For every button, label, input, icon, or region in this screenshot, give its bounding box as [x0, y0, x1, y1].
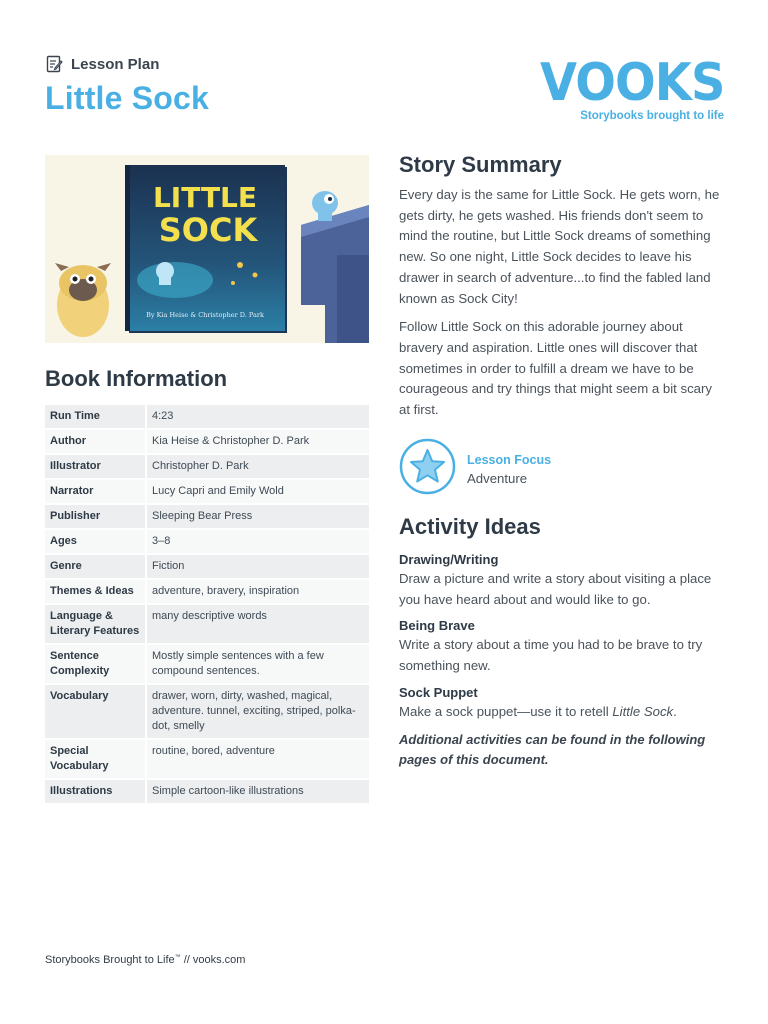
book-info-value: Lucy Capri and Emily Wold: [147, 480, 369, 503]
book-info-row: [45, 555, 369, 578]
cover-title-line1: LITTLE: [152, 181, 258, 214]
document-edit-icon: [46, 55, 63, 73]
page-title: Little Sock: [45, 80, 210, 116]
activity-description: Draw a picture and write a story about visiting a place you have heard about and would like to go.: [399, 571, 712, 607]
book-info-value: many descriptive words: [147, 605, 369, 643]
book-information-heading: Book Information: [45, 366, 228, 391]
lesson-plan-text: Lesson Plan: [71, 55, 160, 73]
book-info-label: Special Vocabulary: [45, 740, 147, 778]
book-info-row: [45, 780, 369, 803]
book-info-row: [45, 740, 369, 778]
book-info-label: Genre: [45, 555, 147, 578]
book-info-value: Simple cartoon-like illustrations: [147, 780, 369, 803]
book-info-row: [45, 430, 369, 453]
activity-title: Drawing/Writing: [399, 552, 499, 567]
book-info-row: [45, 645, 369, 683]
book-info-value: drawer, worn, dirty, washed, magical, adventure. tunnel, exciting, striped, polka-dot, smelly: [147, 685, 369, 738]
cover-byline: By Kia Heise & Christopher D. Park: [146, 311, 264, 319]
book-info-row: [45, 405, 369, 428]
logo-tagline: Storybooks brought to life: [580, 110, 724, 122]
book-info-value: Kia Heise & Christopher D. Park: [147, 430, 369, 453]
summary-paragraph-2: Follow Little Sock on this adorable journey about bravery and aspiration. Little ones will discover that sometimes in order to fulfill a dream we have to be courageous and try things that might seem a bit scary at first.: [399, 319, 712, 418]
additional-activities-note: Additional activities can be found in the following pages of this document.: [399, 731, 706, 768]
book-info-value: adventure, bravery, inspiration: [147, 580, 369, 603]
book-info-value: Mostly simple sentences with a few compound sentences.: [147, 645, 369, 683]
activity-title: Sock Puppet: [399, 684, 478, 700]
book-information-table: [45, 403, 369, 805]
cover-art: [45, 155, 369, 343]
book-info-row: [45, 685, 369, 738]
book-info-label: Ages: [45, 530, 147, 553]
book-info-label: Vocabulary: [45, 685, 147, 738]
footer-site[interactable]: // vooks.com: [180, 954, 246, 966]
book-info-value: Christopher D. Park: [147, 455, 369, 478]
trademark-symbol: ™: [174, 954, 181, 961]
book-info-label: Run Time: [45, 405, 147, 428]
lesson-plan-label: [46, 55, 159, 73]
book-info-value: 3–8: [147, 530, 369, 553]
book-info-value: routine, bored, adventure: [147, 740, 369, 778]
book-info-label: Author: [45, 430, 147, 453]
book-info-label: Illustrator: [45, 455, 147, 478]
cover-title-line2: SOCK: [158, 211, 258, 249]
book-info-value: 4:23: [147, 405, 369, 428]
vooks-logo[interactable]: [524, 53, 725, 122]
lesson-focus-value: Adventure: [467, 470, 528, 486]
book-cover-illustration: [45, 155, 369, 343]
book-info-label: Sentence Complexity: [45, 645, 147, 683]
lesson-focus-title: Lesson Focus: [467, 452, 552, 467]
book-info-label: Publisher: [45, 505, 147, 528]
book-info-value: Sleeping Bear Press: [147, 505, 369, 528]
book-info-value: Fiction: [147, 555, 369, 578]
activity-title: Being Brave: [399, 618, 475, 634]
book-info-label: Illustrations: [45, 780, 147, 803]
activity-description: Write a story about a time you had to be brave to try something new.: [399, 637, 703, 674]
book-info-label: Narrator: [45, 480, 147, 503]
story-summary-heading: Story Summary: [399, 152, 562, 177]
logo-wordmark: VOOKS: [539, 53, 724, 113]
book-info-row: [45, 605, 369, 643]
summary-paragraph-1: Every day is the same for Little Sock. He gets worn, he gets dirty, he gets washed. His friends don't seem to mind the routine, but Little Sock dreams of something new. So one night, Little Sock decides to leave his drawer in search of adventure...to find the fabled land known as Sock City!: [399, 187, 720, 306]
book-title-italic: Little Sock: [612, 703, 674, 719]
book-info-label: Language & Literary Features: [45, 605, 147, 643]
book-info-row: [45, 530, 369, 553]
star-icon: [399, 438, 456, 500]
book-info-row: [45, 505, 369, 528]
book-info-label: Themes & Ideas: [45, 580, 147, 603]
book-info-row: [45, 580, 369, 603]
activity-desc-prefix: Make a sock puppet—use it to retell: [399, 703, 613, 719]
activity-description: [399, 702, 729, 723]
book-info-row: [45, 480, 369, 503]
activity-desc-suffix: .: [673, 703, 677, 719]
footer: [45, 954, 245, 966]
activity-ideas-heading: Activity Ideas: [399, 514, 541, 539]
footer-tagline: Storybooks Brought to Life: [45, 954, 175, 966]
book-info-row: [45, 455, 369, 478]
activity-ideas: [399, 551, 729, 771]
lesson-focus: [399, 438, 551, 500]
story-summary: [399, 185, 725, 429]
